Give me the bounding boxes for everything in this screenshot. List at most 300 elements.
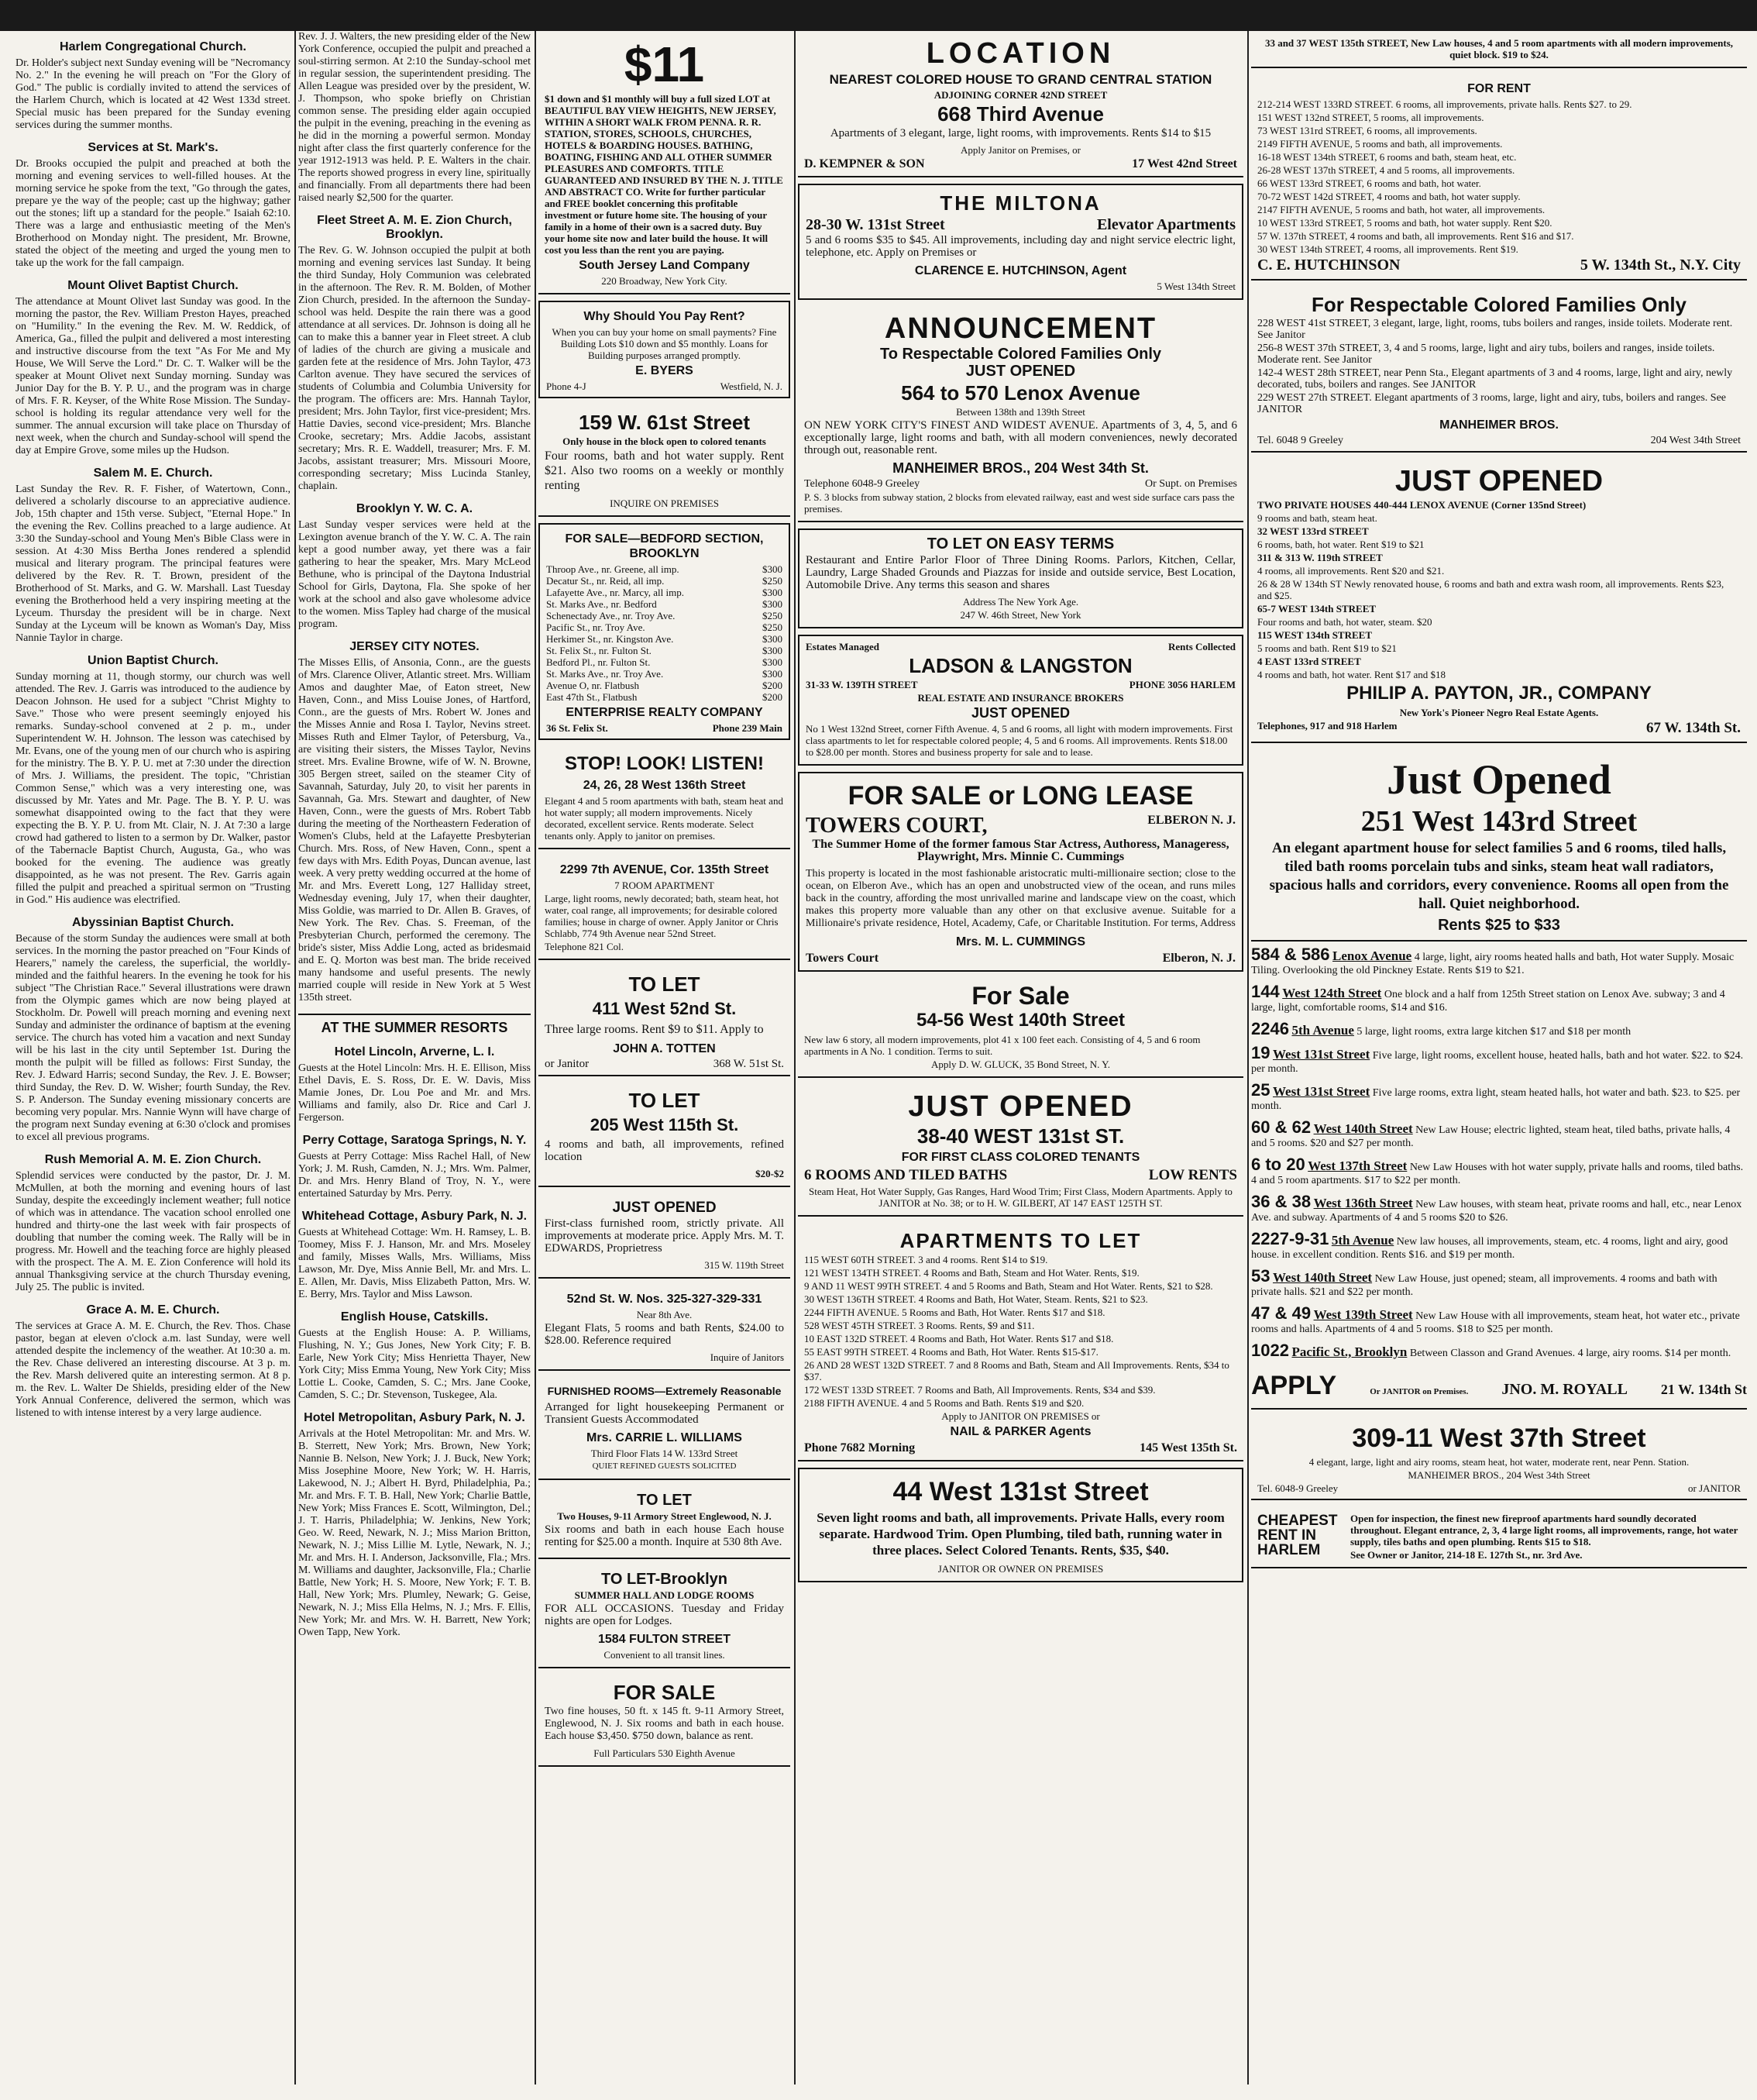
ad-text: Steam Heat, Hot Water Supply, Gas Ranges, Hard Wood Trim; First Class, Modern Apartments. Apply to JANITOR at No. 38; or to H. W. GILBERT, AT 147 EAST 125TH ST.: [809, 1186, 1233, 1209]
listing-text: 5 large, light rooms, extra large kitchen $17 and $18 per month: [1356, 1026, 1632, 1038]
listing-item: 2149 FIFTH AVENUE, 5 rooms and bath, all improvements.: [1257, 138, 1503, 150]
ad-title: TO LET: [637, 1492, 692, 1509]
listing-item: 9 rooms and bath, steam heat.: [1257, 512, 1377, 524]
ad-agent: Apply D. W. GLUCK, 35 Bond Street, N. Y.: [930, 1059, 1111, 1070]
ad-address: 368 W. 51st St.: [713, 1058, 784, 1070]
listing-item: [1251, 1080, 1747, 1113]
ad-text: Three large rooms. Rent $9 to $11. Apply to: [545, 1023, 764, 1036]
listing-street: West 131st Street: [1272, 1047, 1370, 1062]
ad-agent: D. KEMPNER & SON: [804, 157, 925, 170]
ad-footer: QUIET REFINED GUESTS SOLICITED: [592, 1461, 737, 1471]
ad-announcement-lenox: [798, 306, 1243, 522]
ad-title: APARTMENTS TO LET: [899, 1229, 1142, 1252]
listing-item: 2244 FIFTH AVENUE. 5 Rooms and Bath, Hot Water. Rents $17 and $18.: [804, 1306, 1105, 1318]
ad-address: 1584 FULTON STREET: [598, 1633, 731, 1646]
ad-englewood-houses: [538, 1486, 790, 1559]
listing-price: $250: [762, 610, 782, 621]
column-church-news: [15, 31, 291, 2085]
ad-for-sale-englewood: [538, 1675, 790, 1767]
ad-title: STOP! LOOK! LISTEN!: [565, 753, 764, 774]
ad-address-sub: Between 138th and 139th Street: [956, 406, 1085, 418]
article-heading: English House, Catskills.: [340, 1310, 489, 1324]
listing-item: 4 rooms and bath, hot water. Rent $17 and $18: [1257, 669, 1446, 680]
ad-205-west-115th: [538, 1083, 790, 1187]
article-body: Rev. J. J. Walters, the new presiding elder of the New York Conference, occupied the pulpit and preached a soul-stirring sermon. At 2:10 the Sunday-school met in regular session, the superintendent presiding. The Allen League was presided over by the president, W. J. Thompson, who spoke briefly on Christian common sense. The presiding elder again occupied the pulpit in the evening, preaching in the evening as he did in the morning a powerful sermon. Monday night after class the first quarterly conference for the year 1912-1913 was held. P. E. Walters in the chair. The reports showed progress in every line, spiritually and financially. From all departments there had been raised nearly $2,500 for the quarter.: [298, 31, 531, 204]
listing-item: 528 WEST 45TH STREET. 3 Rooms. Rents, $9 and $11.: [804, 1320, 1035, 1331]
article-body: Sunday morning at 11, though stormy, our church was well attended. The Rev. J. Garris was introduced to the audience by Deacon Johnson. He used for a subject "Christ Mighty to Save." Those who were present seemingly enjoyed his remarks. Sunday-school convened at 2 p. m., under Superintendent W. H. Johnson. The lesson was catechised by Mr. Evans, one of the young men of our church who is aspiring for the ministry. The B. Y. P. U. met at 7:30 under the direction of Mrs. J. Williams, the president. The topic, "Christian Common Sense," which was a very interesting one, was discussed by Mr. Yates and Mr. Page. The B. Y. P. U. was somewhat disappointed owing to the fact that they were expecting the B. Y. P. U. from Mt. Clair, N. J. At 7:30 a large crowd had gathered to listen to a sermon by Dr. Walker, pastor of the Tabernacle Baptist Church, Augusta, Ga., who was booked for the evening. The audience was greatly disappointed, as he was not present. The Rev. Garris again filled the pulpit and preached a spiritual sermon on "Trusting in God." His audience was electrified.: [15, 671, 291, 906]
ad-left: Towers Court: [806, 952, 879, 965]
listing-street: Lenox Avenue: [1332, 948, 1412, 963]
ad-title: 52nd St. W. Nos. 325-327-329-331: [566, 1293, 762, 1306]
ad-tagline: The Summer Home of the former famous Star Actress, Authoress, Manageress, Playwright, Mrs. Minnie C. Cummings: [812, 838, 1229, 863]
ad-name: E. BYERS: [635, 364, 693, 377]
listing-text: One block and a half from 125th Street station on Lenox Ave. subway; 3 and 4 large, light, comfortable rooms, $14 and $16.: [1251, 989, 1725, 1014]
ad-footer: Full Particulars 530 Eighth Avenue: [593, 1747, 735, 1759]
listing-number: 6 to 20: [1251, 1155, 1305, 1174]
ad-postscript: P. S. 3 blocks from subway station, 2 blocks from elevated railway, east and west side surface cars pass the premises.: [804, 491, 1235, 515]
article: [15, 1303, 291, 1420]
ad-address: 315 W. 119th Street: [704, 1259, 784, 1271]
article: [15, 916, 291, 1144]
ad-54-56-west-140th: [798, 978, 1243, 1078]
listing-number: 25: [1251, 1080, 1270, 1100]
article-body: Guests at Perry Cottage: Miss Rachel Hall, of New York; J. M. Rush, Camden, N. J.; Mrs. Wm. Palmer, Dr. and Mrs. Henry Bland of Troy, N. Y., were entertained Saturday by Mrs. Perry.: [298, 1151, 531, 1200]
ad-text: This property is located in the most fashionable aristocratic multi-millionaire section; close to the ocean, on Elberon Ave., which has an open and unobstructed view of the ocean, and runs miles back in the country, affording the most unrivalled marine and landscape view on the coast, which makes this property more valuable than any other on that exclusive avenue. Suitable for a Millionaire's private residence, Hotel, Academy, Cafe, or Charitable Institution. For terms, Address: [806, 868, 1236, 929]
article: [298, 1210, 531, 1301]
listing-item: [1251, 1043, 1747, 1076]
ad-52nd-flats: [538, 1285, 790, 1371]
ad-subtitle: 205 West 115th St.: [590, 1115, 739, 1134]
listing-price: $300: [762, 598, 782, 610]
ad-footer: JANITOR OR OWNER ON PREMISES: [937, 1563, 1104, 1575]
listing-text: Five large, light rooms, excellent house, heated halls, bath and hot water. $22. to $24. per month.: [1251, 1050, 1744, 1075]
listing-item: [1251, 945, 1747, 977]
ad-title: THE MILTONA: [940, 191, 1102, 215]
article-body: Guests at the English House: A. P. Williams, Flushing, N. Y.; Gus Jones, New York City; F. B. Earle, New York City; Miss Henrietta Thayer, New York City; Miss Emma Young, New York City; Miss Lottie L. Cooke, Camden, S. C.; Mrs. Jane Cooke, Camden, S. C.; Dr. Stevenson, Tuskegee, Ala.: [298, 1327, 531, 1401]
listing-street: West 140th Street: [1313, 1121, 1413, 1136]
ad-right: Elberon, N. J.: [1162, 952, 1236, 965]
article-body: The Rev. G. W. Johnson occupied the pulpit at both morning and evening services last Sunday. It being the third Sunday, Holy Communion was celebrated in the afternoon. The Rev. R. M. Bolden, of Mother Zion Church, presided. In the afternoon the Sunday-school was held. Despite the rain there was a good attendance at all services. Dr. Johnson is doing all he can to make this a banner year in Fleet street. A club of ladies of the church are giving a musicale and garden fete at the residence of Mrs. John Taylor, 473 Carlton avenue. They have secured the services of students of Columbia and Columbia University for the program. The officers are: Mrs. Hannah Taylor, president; Mrs. John Taylor, first vice-president; Mrs. Hattie Davies, second vice-president; Mrs. Blanche Crooke, secretary; Mrs. Addie Jacobs, assistant secretary; Mrs. R. E. Waddell, treasurer; Mrs. F. M. Jacobs, assistant treasurer; Mrs. Missouri Moore, corresponding secretary; Miss Lucinda Stanley, chaplain.: [298, 245, 531, 492]
ad-subtitle: Only house in the block open to colored tenants: [562, 435, 766, 447]
ad-or: Or Supt. on Premises: [1145, 478, 1237, 490]
listing-street: West 131st Street: [1272, 1084, 1370, 1099]
listing-item: 65-7 WEST 134th STREET: [1257, 603, 1377, 615]
ad-subtitle: Two Houses, 9-11 Armory Street Englewood, N. J.: [557, 1510, 772, 1522]
article: [298, 1310, 531, 1402]
article-heading: Hotel Metropolitan, Asbury Park, N. J.: [304, 1411, 525, 1424]
listing-item: 10 EAST 132D STREET. 4 Rooms and Bath, Hot Water. Rents $17 and $18.: [804, 1333, 1114, 1344]
listing-item: 26-28 WEST 137th STREET, 4 and 5 rooms, all improvements.: [1257, 164, 1515, 176]
listing-street: West 140th Street: [1272, 1270, 1373, 1285]
ad-251-west-143rd: [1251, 749, 1747, 942]
listing-item: 142-4 WEST 28th STREET, near Penn Sta., Elegant apartments of 3 and 4 rooms, large, light and airy, newly decorated, tubs, boilers and ranges. See JANITOR: [1257, 367, 1733, 391]
listing-item: 32 WEST 133rd STREET: [1257, 525, 1369, 537]
listing-item: [1251, 1266, 1747, 1299]
ad-company: ENTERPRISE REALTY COMPANY: [566, 706, 763, 719]
ad-left: 6 ROOMS AND TILED BATHS: [804, 1167, 1008, 1183]
ad-phone: Telephone 6048-9 Greeley: [804, 478, 920, 490]
ad-title: TO LET: [628, 973, 700, 996]
listing-street: Schenectady Ave., nr. Troy Ave.: [546, 610, 676, 621]
ad-subtitle: 251 West 143rd Street: [1360, 805, 1638, 838]
ad-the-miltona: [798, 184, 1243, 300]
listing-item: 30 WEST 136TH STREET. 4 Rooms and Bath, Hot Water, Steam. Rents, $21 to $23.: [804, 1293, 1148, 1305]
ad-to-let-easy-terms: [798, 528, 1243, 628]
ad-respectable-families: [1251, 287, 1747, 453]
listing-street: Bedford Pl., nr. Fulton St.: [546, 656, 651, 668]
ad-address: 145 West 135th St.: [1140, 1441, 1237, 1455]
ad-address-title: 668 Third Avenue: [937, 102, 1104, 126]
article: [298, 640, 531, 1004]
ad-subtitle: To Respectable Colored Families Only: [879, 346, 1162, 363]
article: [15, 279, 291, 457]
ad-payton-company: [1251, 459, 1747, 743]
article: [15, 141, 291, 270]
ad-address: Address The New York Age.: [962, 596, 1079, 608]
ad-address: Third Floor Flats 14 W. 133rd Street: [590, 1448, 738, 1459]
ad-61st-street: [538, 405, 790, 517]
listing-item: Four rooms and bath, hot water, steam. $20: [1257, 616, 1432, 628]
ad-title: 2299 7th AVENUE, Cor. 135th Street: [559, 863, 769, 876]
listing-street: West 137th Street: [1308, 1158, 1408, 1173]
article: [15, 40, 291, 132]
ad-text: No 1 West 132nd Street, corner Fifth Avenue. 4, 5 and 6 rooms, all light with modern improvements. First class apartments to let for respectable colored people; 4, 5 and 6 rooms. All improvements. Rents $18.00 to $28.00 per month. Stores and business property for sale and to lease.: [806, 723, 1233, 758]
listing-street: 5th Avenue: [1291, 1023, 1354, 1038]
column-small-ads: [538, 31, 790, 2085]
listing-street: Pacific St., nr. Troy Ave.: [546, 621, 645, 633]
article-heading: Services at St. Mark's.: [88, 141, 218, 154]
article: [298, 1045, 531, 1124]
ad-stop-look-listen: [538, 746, 790, 849]
article-heading: Abyssinian Baptist Church.: [72, 916, 234, 929]
listing-street: West 124th Street: [1282, 986, 1382, 1000]
listing-item: 4 EAST 133rd STREET: [1257, 656, 1361, 667]
listing-price: $200: [762, 680, 782, 691]
listing-street: St. Marks Ave., nr. Troy Ave.: [546, 668, 664, 680]
listing-text: Between Classon and Grand Avenues. 4 large, airy rooms. $14 per month.: [1409, 1348, 1731, 1359]
listing-number: 584 & 586: [1251, 945, 1330, 964]
apply-label: APPLY: [1251, 1371, 1337, 1400]
listing-number: 60 & 62: [1251, 1117, 1312, 1137]
listing-item: [1251, 1117, 1747, 1150]
ad-furnished-rooms: [538, 1377, 790, 1480]
ad-address: 5 West 134th Street: [1157, 281, 1236, 292]
ad-411-west-52nd: [538, 966, 790, 1076]
listing-street: East 47th St., Flatbush: [546, 691, 638, 703]
article-body: Last Sunday the Rev. R. F. Fisher, of Watertown, Conn., delivered a scholarly discourse to an appreciative audience. Job, 15th chapter and 15th verse. Subject, "Eternal Hope." In the evening the Rev. Collins preached to a large audience. At 3:30 the Sunday-school and Young Men's Bible Class were in session. At 4:30 Miss Bertha Jones rendered a splendid musical and literary program. The principal features were delivered by the Rev. R. T. Brown, president of the Brotherhood of St. Marks, and G. W. Marshall. Last Tuesday evening the Brotherhood held a very inspiring meeting at the Lyceum. Thursday the president will be in charge. Next Sunday at the Lyceum will be known as Woman's Day, Miss Nannie Taylor in charge.: [15, 484, 291, 644]
ad-address: 67 W. 134th St.: [1646, 720, 1741, 736]
ad-phone: PHONE 3056 HARLEM: [1129, 679, 1236, 690]
article-body: Splendid services were conducted by the pastor, Dr. J. M. McMullen, at both the morning and evening hours of last Sunday, despite the exceedingly inclement weather; full notice of which was in attendance. The vacation school enrolled one hundred and thirty-one the last week with fair prospects of doubling that number the coming week. The Rally will be in progress. Mr. Howell and the teaching force are highly pleased with the prospect. The A. M. E. Zion Conference will hold its annual Thanksgiving service at the church Thursday evening, July 25. The public is invited.: [15, 1170, 291, 1293]
listing-price: $250: [762, 575, 782, 587]
ad-text: Large, light rooms, newly decorated; bath, steam heat, hot water, coal range, all improvements; for desirable colored families; house in charge of owner. Apply Janitor or Chris Schlabb, 774 9th Avenue near 52nd Street.: [545, 893, 779, 939]
article-heading: Grace A. M. E. Church.: [86, 1303, 220, 1317]
ad-text: Seven light rooms and bath, all improvements. Private Halls, every room separate. Hardwood Trim. Open Plumbing, tiled bath, running water in three places. Select Colored Tenants. Rents, $35, $40.: [817, 1510, 1225, 1558]
ad-title: CHEAPEST RENT IN HARLEM: [1257, 1513, 1338, 1558]
listing-street: Throop Ave., nr. Greene, all imp.: [546, 563, 679, 575]
column-rental-listings: [1251, 31, 1747, 2085]
ad-footer: See Owner or Janitor, 214-18 E. 127th St., nr. 3rd Ave.: [1350, 1549, 1583, 1561]
listing-price: $300: [762, 633, 782, 645]
listing-item: 229 WEST 27th STREET. Elegant apartments of 3 rooms, large, light and airy, tubs, boilers and ranges. See JANITOR: [1257, 392, 1726, 415]
listing-number: 1022: [1251, 1341, 1289, 1360]
ad-phone: Telephones, 917 and 918 Harlem: [1257, 720, 1398, 732]
listing-item: 256-8 WEST 37th STREET, 3, 4 and 5 rooms, large, light and airy tubs, boilers and ranges, inside toilets. Moderate rent. See Janitor: [1257, 343, 1715, 366]
ad-text: 33 and 37 WEST 135th STREET, New Law houses, 4 and 5 room apartments with all modern improvements, quiet block. $19 to $24.: [1264, 37, 1734, 60]
ad-subtitle: New York's Pioneer Negro Real Estate Agents.: [1399, 707, 1599, 718]
ad-title: For Sale: [971, 982, 1070, 1010]
ad-title: 309-11 West 37th Street: [1352, 1424, 1646, 1453]
column-society-news: [298, 31, 531, 2085]
ad-brooklyn-hall: [538, 1565, 790, 1668]
ad-subtitle: 7 ROOM APARTMENT: [614, 880, 714, 891]
listing-item: 9 AND 11 WEST 99TH STREET. 4 and 5 Rooms and Bath, Steam and Hot Water. Rents, $21 to $28.: [804, 1280, 1213, 1292]
ad-rent: $20-$2: [755, 1168, 784, 1179]
ad-title: Why Should You Pay Rent?: [583, 310, 745, 323]
ad-title: FOR SALE—BEDFORD SECTION, BROOKLYN: [565, 532, 764, 560]
ad-towers-court: [798, 772, 1243, 972]
section-heading: AT THE SUMMER RESORTS: [298, 1014, 531, 1036]
ad-place: ELBERON N. J.: [1147, 814, 1236, 827]
ad-title: Just Opened: [1387, 756, 1611, 803]
ad-apply: Apply Janitor on Premises, or: [961, 144, 1081, 156]
ad-cheapest-rent: [1251, 1506, 1747, 1568]
article: [298, 1134, 531, 1200]
ad-agent: MANHEIMER BROS., 204 West 34th St.: [892, 460, 1149, 476]
ad-furnished-119th: [538, 1193, 790, 1279]
article: [298, 31, 531, 205]
listing-item: 2188 FIFTH AVENUE. 4 and 5 Rooms and Bath. Rents $19 and $20.: [804, 1397, 1085, 1409]
ad-bedford-section: [538, 523, 790, 740]
ad-subtitle: 24, 26, 28 West 136th Street: [583, 779, 746, 792]
listing-item: [1251, 982, 1747, 1014]
ad-text: FOR ALL OCCASIONS. Tuesday and Friday nights are open for Lodges.: [545, 1603, 784, 1627]
listing-item: [1251, 1341, 1747, 1360]
listing-street: West 139th Street: [1313, 1307, 1413, 1322]
ad-address: 220 Broadway, New York City.: [601, 275, 727, 287]
listing-item: 55 EAST 99TH STREET. 4 Rooms and Bath, Hot Water. Rents $15-$17.: [804, 1346, 1099, 1358]
listing-item: [1251, 1019, 1747, 1038]
ad-right: LOW RENTS: [1148, 1167, 1237, 1183]
ad-name: Mrs. M. L. CUMMINGS: [955, 935, 1086, 948]
listing-item: 6 rooms, bath, hot water. Rent $19 to $21: [1257, 539, 1425, 550]
ad-apply: Apply to JANITOR ON PREMISES or: [941, 1410, 1100, 1422]
ad-title: TO LET-Brooklyn: [601, 1571, 727, 1588]
article: [298, 1411, 531, 1639]
ad-text: Restaurant and Entire Parlor Floor of Three Dining Rooms. Parlors, Kitchen, Cellar, Laundry, Large Shaded Grounds and Piazzas for inside and outside service, Best Location, Automobile Drive. Any terms this season and shares: [806, 554, 1236, 591]
listing-street: Avenue O, nr. Flatbush: [546, 680, 639, 691]
ad-footer: Convenient to all transit lines.: [603, 1649, 725, 1661]
ad-footer: INQUIRE ON PREMISES: [610, 497, 719, 509]
ad-company: South Jersey Land Company: [579, 259, 750, 272]
ad-left: Estates Managed: [806, 641, 879, 652]
listing-item: 57 W. 137th STREET, 4 rooms and bath, all improvements. Rent $16 and $17.: [1257, 230, 1574, 242]
ad-title: FOR RENT: [1467, 82, 1531, 95]
ad-subtitle-2: FOR FIRST CLASS COLORED TENANTS: [901, 1151, 1140, 1164]
article-body: The services at Grace A. M. E. Church, the Rev. Thos. Chase pastor, began at eleven o'clock a.m. last Sunday, were well attended despite the inclemency of the weather. At 10:30 a. m. the Rev. Chase delivered an interesting discourse. At 3 p. m. the Rev. Marsh delivered quite an interesting sermon. At 8 p. m. the Rev. L. Walter De Shields, presiding elder of the New York Annual Conference, delivered the sermon, which was listened to with intense interest by a very large audience.: [15, 1320, 291, 1419]
article-body: Guests at the Hotel Lincoln: Mrs. H. E. Ellison, Miss Ethel Davis, E. S. Ross, Dr. E. W. Davis, Miss Mamie Jones, Dr. Lou Poe and Mr. and Mrs. Williams and family, also Dr. Rice and Carl J. Fergerson.: [298, 1062, 531, 1124]
ad-name: Mrs. CARRIE L. WILLIAMS: [586, 1431, 742, 1444]
ad-subtitle: 38-40 WEST 131st ST.: [916, 1124, 1125, 1148]
listing-item: 73 WEST 131rd STREET, 6 rooms, all improvements.: [1257, 125, 1477, 136]
article-body: The Misses Ellis, of Ansonia, Conn., are the guests of Mrs. Clarence Oliver, Atlantic street. Mrs. William Amos and daughter Mae, of Eaton street, New Haven, Conn., and Miss Louise Jones, of Hartford, Conn., are the guests of Mrs. Robert W. Jones and the Misses Annie and Rosa I. Taylor, Nevins street. Misses Ruth and Elmer Taylor, of Petersburg, Va., are visiting their sisters, the Misses Taylor, Nevins street. Mrs. Evaline Browne, wife of W. N. Browne, 305 Bergen street, sailed on the steamer City of Savannah, Saturday, July 20, to visit her parents in Savannah, Ga. Mrs. Stewart and daughter, of New Haven, Conn., were the guests of Mrs. Robert Tabb during the meeting of the Northeastern Federation of Women's Clubs, held at the Lafayette Presbyterian Church. Mrs. Ross, of New Haven, Conn., spent a few days with Mrs. Edith Poyas, Duncan avenue, last week. A very pretty wedding occurred at the home of Mr. and Mrs. Everett Long, 127 Halliday street, Wednesday evening, July 17, when their daughter, Miss Goldie, was married to Dr. Allen B. Graves, of New York. The Rev. Chas. S. Freeman, of the Presbyterian Church, performed the ceremony. The bride's sister, Miss Addie Long, acted as bridesmaid and E. Q. Morton was best man. The bride received many handsome and useful presents. The newly married couple will reside in New York at 5 West 135th street.: [298, 657, 531, 1004]
column-rule: [535, 31, 536, 2085]
ad-subtitle-2: ADJOINING CORNER 42ND STREET: [934, 89, 1108, 101]
article-heading: Hotel Lincoln, Arverne, L. I.: [334, 1045, 495, 1059]
ad-subtitle-2: Elevator Apartments: [1096, 216, 1236, 233]
column-rule: [794, 31, 796, 2085]
ad-title: ANNOUNCEMENT: [884, 312, 1157, 345]
ad-text: First-class furnished room, strictly private. All improvements at moderate price. Apply Mrs. M. T. EDWARDS, Proprietress: [545, 1217, 784, 1255]
ad-text: New law 6 story, all modern improvements, plot 41 x 100 feet each. Consisting of 4, 5 and 6 room apartments in A No. 1 condition. Terms to suit.: [804, 1034, 1201, 1057]
listing-price: $300: [762, 645, 782, 656]
ad-subtitle: NEAREST COLORED HOUSE TO GRAND CENTRAL STATION: [829, 72, 1212, 87]
ad-text: Two fine houses, 50 ft. x 145 ft. 9-11 Armory Street, Englewood, N. J. Six rooms and bath in each house. Each house $3,450. $750 down, balance as rent.: [545, 1706, 784, 1742]
listing-text: New law houses, all improvements, steam, etc. 4 rooms, light and airy, good house. in excellent condition. Rents $16. and $19 per month.: [1251, 1236, 1728, 1261]
listing-text: Five large rooms, extra light, steam heated halls, hot water and bath. $23. to $25. per month.: [1251, 1087, 1741, 1112]
ad-phone: Phone 4-J: [546, 380, 586, 392]
ad-agent: C. E. HUTCHINSON: [1257, 256, 1401, 274]
ad-title: TO LET: [628, 1089, 700, 1112]
article-body: Because of the storm Sunday the audiences were small at both services. In the morning the pastor preached on "Four Kinds of Hearers," namely the careless, the superficial, the worldly-minded and the faithful hearers. In the evening he took for his subject "The Christian Race." Several illustrations were drawn from the Olympic games which are now being played at Stockholm. Dr. Powell will preach morning and evening next Sunday and administer the ordinance of baptism at the evening service. The church has voted him a vacation and next Sunday will be his last in the city until September 1st. During the month the pulpit will be filled as follows: First Sunday, the Rev. J. Edward Harris; second Sunday, the Rev. J. E. Bowser; third Sunday, the Rev. D. W. Wisher; fourth Sunday, the Rev. S. P. Anderson. The Sunday evening missionary concerts are becoming very popular. Mrs. Nannie Wynn will have charge of the program next Sunday evening at 6:30 o'clock and promises to excel all previous programs.: [15, 933, 291, 1143]
listing-price: $300: [762, 563, 782, 575]
ad-or: or Janitor: [545, 1058, 590, 1070]
listing-item: 30 WEST 134th STREET, 4 rooms, all improvements. Rent $19.: [1257, 243, 1518, 255]
ad-subtitle-2: JUST OPENED: [965, 363, 1076, 380]
ad-subtitle-2: JUST OPENED: [971, 705, 1071, 721]
listing-item: 172 WEST 133D STREET. 7 Rooms and Bath, All Improvements. Rents, $34 and $39.: [804, 1384, 1156, 1396]
ad-text: Four rooms, bath and hot water supply. Rent $21. Also two rooms on a weekly or monthly renting: [545, 449, 784, 492]
ad-title: For Respectable Colored Families Only: [1311, 293, 1687, 316]
ad-phone: Tel. 6048-9 Greeley: [1257, 1482, 1339, 1494]
ad-title: FOR SALE: [613, 1681, 716, 1704]
ad-title: 159 W. 61st Street: [578, 411, 751, 434]
listing-item: TWO PRIVATE HOUSES 440-444 LENOX AVENUE (Corner 135nd Street): [1257, 499, 1587, 511]
article-heading: JERSEY CITY NOTES.: [349, 640, 480, 653]
listing-street: West 136th Street: [1313, 1196, 1413, 1210]
ad-title: FOR SALE or LONG LEASE: [848, 781, 1194, 811]
listing-item: 5 rooms and bath. Rent $19 to $21: [1257, 642, 1397, 654]
listing-text: New Law House with all improvements, steam heat, hot water etc., private rooms and halls. Apartments of 4 and 5 rooms. $18 to $25 per month.: [1251, 1310, 1740, 1335]
ad-name: JOHN A. TOTTEN: [613, 1042, 716, 1055]
listing-street: Herkimer St., nr. Kingston Ave.: [546, 633, 674, 645]
listing-item: [1251, 1229, 1747, 1262]
ad-text: ON NEW YORK CITY'S FINEST AND WIDEST AVENUE. Apartments of 3, 4, 5, and 6 exceptionally large, light rooms and bath, with all modern conveniences, newly decorated through out, reasonable rent.: [804, 419, 1237, 456]
listing-number: 2227-9-31: [1251, 1229, 1329, 1248]
article-body: Arrivals at the Hotel Metropolitan: Mr. and Mrs. W. B. Sterrett, New York; Mrs. Brown, New York; Nannie B. Nelson, New York; J. J. Buck, New York; Miss Josephine Moore, New York; W. H. Harris, Lakewood, N. J.; Albert H. Byrd, Philadelphia, Pa.; Mr. and Mrs. F. T. B. Hall, New York; Charlie Battle, New York; Miss Frances E. Scott, Wilmington, Del.; J. T. Harris, Philadelphia; W. Jenkins, New York; Geo. W. Reed, Newark, N. J.; Miss Marion Britton, Newark, N. J.; Miss Lillie M. Lytle, Newark, N. J.; Mr. and Mrs. H. I. Anderson, Jacksonville, Fla.; Mrs. M. Williams and daughter, Jacksonville, Fla.; Charlie Battle, New York; H. S. Moore, New York; F. T. B. Hall, New York; Mrs. Plumley, Newark; G. Geise, Newark, N. J.; Miss Ella Helms, N. J.; Mrs. F. Ellis, New York; Mr. and Mrs. W. H. Barrett, New York; Owen Tapp, New York.: [298, 1428, 531, 1638]
ad-phone: Phone 239 Main: [712, 722, 782, 734]
listing-text: New Law House; electric lighted, steam heat, tiled baths, private halls, 4 and 5 rooms. $20 and $27 per month.: [1251, 1124, 1731, 1149]
ad-phone: Telephone 821 Col.: [545, 941, 624, 952]
article-body: Last Sunday vesper services were held at the Lexington avenue branch of the Y. W. C. A. The rain kept a good number away, yet there was a fair gathering to hear the speaker, Mrs. Mary McLeod Bethune, who is principal of the Daytona Industrial School for Girls, Daytona, Fla. She spoke of her work at the school and also gave wholesome advice to the women. Miss Tapley had charge of the musical program.: [298, 519, 531, 630]
apply-or: Or JANITOR on Premises.: [1370, 1387, 1469, 1396]
listing-item: 151 WEST 132nd STREET, 5 rooms, all improvements.: [1257, 112, 1484, 123]
listing-item: 10 WEST 133rd STREET, 5 rooms and bath, hot water supply. Rent $20.: [1257, 217, 1552, 229]
ad-title: JUST OPENED: [908, 1090, 1133, 1123]
ad-title: TO LET ON EASY TERMS: [927, 535, 1115, 553]
ad-title: JUST OPENED: [1394, 465, 1604, 497]
article-body: Dr. Brooks occupied the pulpit and preached at both the morning and evening services to well-filled houses. At the morning service he spoke from the text, "Go through the gates, prepare ye the way of the people; cast up the highway; gather out the stones; lift up a standard for the people." Isaiah 62:10. There was a large and enthusiastic meeting of the Men's Brotherhood on Monday night. The president, Mr. Browne, stated the object of the meeting and urged the young men to take up the work for the fall campaign.: [15, 158, 291, 269]
ad-text: When you can buy your home on small payments? Fine Building Lots $10 down and $5 monthly. Loans for Building purposes arranged promptly.: [552, 326, 777, 361]
ad-agent: PHILIP A. PAYTON, JR., COMPANY: [1346, 683, 1652, 704]
listing-street: Lafayette Ave., nr. Marcy, all imp.: [546, 587, 684, 598]
ad-footer: Inquire of Janitors: [710, 1351, 784, 1363]
article: [298, 214, 531, 493]
ad-text: Open for inspection, the finest new fireproof apartments hard soundly decorated throughout. Elegant entrance, 2, 3, 4 large light rooms, all improvements, range, hot water supply, tiles baths and open plumbing. Rents $15 to $18.: [1350, 1513, 1738, 1547]
ad-text: An elegant apartment house for select families 5 and 6 rooms, tiled halls, tiled bath rooms porcelain tubs and sinks, steam heat wall radiators, spacious halls and corridors, every convenience. Rooms all open from the hall. Quiet neighborhood.: [1269, 840, 1729, 912]
listing-item: 26 AND 28 WEST 132D STREET. 7 and 8 Rooms and Bath, Steam and All Improvements. Rents, $34 to $37.: [804, 1359, 1229, 1382]
ad-price: $11: [624, 36, 705, 92]
article: [15, 654, 291, 907]
article-heading: Rush Memorial A. M. E. Zion Church.: [44, 1153, 262, 1166]
ad-title: LOCATION: [926, 37, 1116, 70]
listing-number: 36 & 38: [1251, 1192, 1312, 1211]
apply-name: JNO. M. ROYALL: [1501, 1381, 1628, 1398]
ad-title: 44 West 131st Street: [892, 1477, 1149, 1506]
ad-byers: [538, 301, 790, 398]
listing-street: Pacific St., Brooklyn: [1291, 1344, 1408, 1359]
listing-text: New Law Houses with hot water supply, private halls and rooms, tiled baths. 4 and 5 room apartments. $17 to $22 per month.: [1251, 1162, 1744, 1186]
ad-38-40-west-131st: [798, 1084, 1243, 1217]
listing-number: 53: [1251, 1266, 1270, 1286]
ad-text: Elegant 4 and 5 room apartments with bath, steam heat and hot water supply; all modern improvements. Nicely decorated, excellent service. Rents moderate. Select tenants only. Apply to janitor on premises.: [545, 795, 783, 842]
listing-price: $300: [762, 656, 782, 668]
ad-subtitle: REAL ESTATE AND INSURANCE BROKERS: [917, 692, 1124, 704]
ad-text: $1 down and $1 monthly will buy a full sized LOT at BEAUTIFUL BAY VIEW HEIGHTS, NEW JERSEY, WITHIN A SHORT WALK FROM PENNA. R. R. STATION, STORES, SCHOOLS, CHURCHES, HOTELS & BOARDING HOUSES. BATHING, BOATING, FISHING AND ALL OTHER SUMMER PLEASURES AND COMFORTS. TITLE GUARANTEED AND INSURED BY THE N. J. TITLE AND ABSTRACT CO. Write for further particular and FREE booklet concerning this profitable investment or future home site. The housing of your family in a home of their own is a sacred duty. Buy your home site now and later build the house. It will cost you less than the rent you are paying.: [545, 93, 783, 256]
ad-agent: NAIL & PARKER Agents: [950, 1425, 1092, 1438]
listing-street: St. Felix St., nr. Fulton St.: [546, 645, 652, 656]
column-rule: [1247, 31, 1249, 2085]
ad-text: Arranged for light housekeeping Permanent or Transient Guests Accommodated: [545, 1401, 784, 1426]
ad-address: 204 West 34th Street: [1650, 435, 1741, 446]
ad-subtitle: 411 West 52nd St.: [592, 999, 737, 1018]
listing-item: 70-72 WEST 142d STREET, 4 rooms and bath, hot water supply.: [1257, 191, 1521, 202]
listing-item: 4 rooms, all improvements. Rent $20 and $21.: [1257, 565, 1445, 577]
ad-right: Rents Collected: [1167, 641, 1236, 652]
ad-agent: MANHEIMER BROS.: [1439, 418, 1559, 432]
ad-text: 4 rooms and bath, all improvements, refined location: [545, 1138, 784, 1163]
ad-or: or JANITOR: [1687, 1482, 1741, 1494]
article: [15, 1153, 291, 1294]
ad-agent: MANHEIMER BROS., 204 West 34th Street: [1408, 1469, 1590, 1481]
apply-address: 21 W. 134th St: [1660, 1382, 1747, 1397]
listing-number: 47 & 49: [1251, 1303, 1312, 1323]
ad-title: LADSON & LANGSTON: [909, 654, 1133, 677]
listing-street: Decatur St., nr. Reid, all imp.: [546, 575, 665, 587]
ad-phone: Phone 7682 Morning: [804, 1441, 916, 1455]
listing-text: New Law House, just opened; steam, all improvements. 4 rooms and bath with private halls. $21 and $22 per month.: [1251, 1273, 1717, 1298]
listing-item: 66 WEST 133rd STREET, 6 rooms and bath, hot water.: [1257, 177, 1481, 189]
ad-address-title: 564 to 570 Lenox Avenue: [901, 381, 1140, 405]
listing-item: 115 WEST 134th STREET: [1257, 629, 1372, 641]
ad-apartments-to-let: [798, 1223, 1243, 1461]
ad-text: 5 and 6 rooms $35 to $45. All improvements, including day and night service electric light, telephone, etc. Apply on Premises or: [806, 234, 1236, 259]
article-heading: Salem M. E. Church.: [93, 466, 213, 480]
ad-text: Apartments of 3 elegant, large, light rooms, with improvements. Rents $14 to $15: [830, 127, 1212, 139]
ad-subtitle: 28-30 W. 131st Street: [806, 216, 945, 233]
listing-item: 16-18 WEST 134th STREET, 6 rooms and bath, steam heat, etc.: [1257, 151, 1517, 163]
ad-44-west-131st: [798, 1468, 1243, 1582]
ad-for-rent-hutchinson: [1251, 74, 1747, 281]
ad-309-11-west-37th: [1251, 1416, 1747, 1500]
ad-bay-view-lots: [538, 31, 790, 294]
listing-item: 2147 FIFTH AVENUE, 5 rooms and bath, hot water, all improvements.: [1257, 204, 1546, 215]
listing-text: 4 large, light, airy rooms heated halls and bath, Hot water Supply. Mosaic Tiling. Overlooking the old Pinckney Estate. Rents $19 to $21.: [1251, 952, 1735, 976]
listing-street: 5th Avenue: [1331, 1233, 1394, 1248]
ad-address: 36 St. Felix St.: [546, 722, 608, 734]
ad-2299-7th-avenue: [538, 855, 790, 960]
listing-price: $200: [762, 691, 782, 703]
